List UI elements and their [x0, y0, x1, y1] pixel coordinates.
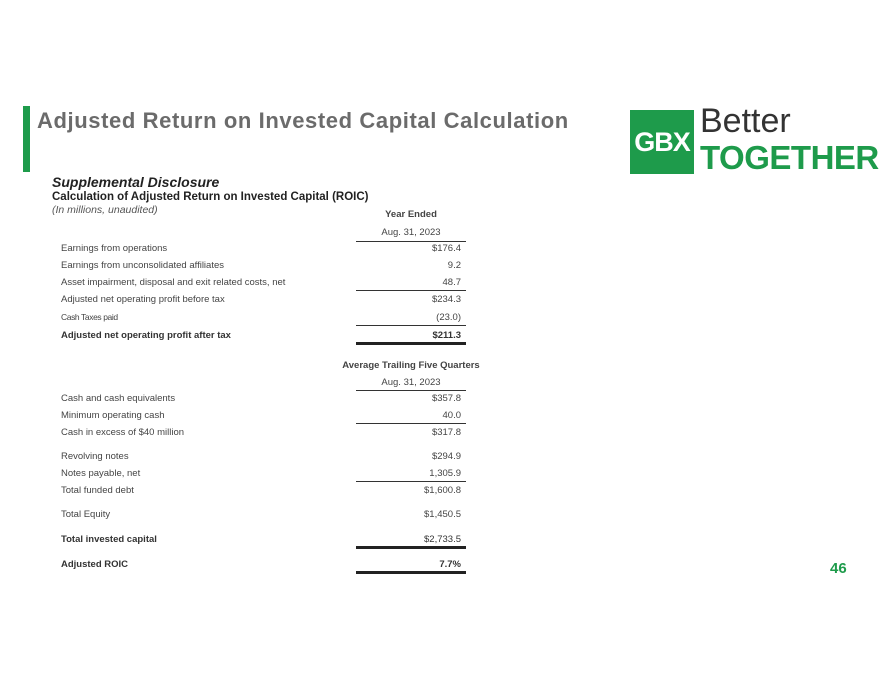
row-value: $294.9: [431, 451, 461, 462]
row-value: 9.2: [447, 260, 461, 271]
row-value: 7.7%: [439, 559, 461, 570]
table-row: [61, 485, 466, 499]
row-label: Total invested capital: [61, 534, 157, 545]
row-label: Total Equity: [61, 509, 111, 520]
section2-header-rule: [356, 390, 466, 391]
disclosure-note: (In millions, unaudited): [52, 204, 158, 216]
section2-date: Aug. 31, 2023: [381, 377, 441, 388]
table-row: [61, 468, 466, 482]
row-value: (23.0): [436, 312, 461, 323]
subtotal-rule: [356, 481, 466, 482]
page-title: Adjusted Return on Invested Capital Calculation: [37, 108, 569, 133]
row-label: Adjusted net operating profit after tax: [61, 330, 231, 341]
row-value: $2,733.5: [424, 534, 461, 545]
section1-date: Aug. 31, 2023: [381, 227, 441, 238]
table-row: [61, 277, 466, 291]
table-row: [61, 509, 466, 523]
table-row: [61, 294, 466, 308]
table-row: [61, 451, 466, 465]
section1-header: Year Ended: [385, 209, 437, 220]
row-label: Notes payable, net: [61, 468, 141, 479]
row-label: Cash and cash equivalents: [61, 393, 176, 404]
page-number: 46: [830, 560, 847, 577]
subtotal-rule: [356, 290, 466, 291]
title-accent-bar: [23, 106, 30, 172]
row-label: Minimum operating cash: [61, 410, 165, 421]
row-value: $317.8: [431, 427, 461, 438]
row-label: Total funded debt: [61, 485, 134, 496]
table-row: [61, 393, 466, 407]
row-label: Cash in excess of $40 million: [61, 427, 185, 438]
disclosure-heading: Supplemental Disclosure: [52, 174, 220, 190]
logo-line2: TOGETHER: [700, 139, 879, 176]
row-value: $211.3: [432, 330, 461, 341]
row-value: 48.7: [442, 277, 461, 288]
table-row: [61, 260, 466, 274]
row-label: Asset impairment, disposal and exit related costs, net: [61, 277, 286, 288]
row-label: Adjusted ROIC: [61, 559, 129, 570]
row-value: $357.8: [431, 393, 461, 404]
total-rule: [356, 571, 466, 574]
row-value: 1,305.9: [429, 468, 461, 479]
company-logo: [630, 102, 879, 176]
table-row: [61, 312, 466, 326]
table-row: [61, 243, 466, 257]
disclosure-subheading: Calculation of Adjusted Return on Invested Capital (ROIC): [52, 191, 369, 203]
row-label: Adjusted net operating profit before tax: [61, 294, 225, 305]
row-value: $1,600.8: [424, 485, 461, 496]
row-label: Revolving notes: [61, 451, 129, 462]
section2-header: Average Trailing Five Quarters: [342, 360, 480, 371]
section1-header-rule: [356, 241, 466, 242]
subtotal-rule: [356, 325, 466, 326]
row-value: $176.4: [431, 243, 461, 254]
total-rule: [356, 546, 466, 549]
row-value: $234.3: [431, 294, 461, 305]
subtotal-rule: [356, 423, 466, 424]
logo-mark: GBX: [630, 110, 694, 174]
table-row: [61, 427, 466, 441]
table-row: [61, 410, 466, 424]
row-label: Cash Taxes paid: [61, 312, 118, 322]
row-value: $1,450.5: [424, 509, 461, 520]
total-rule: [356, 342, 466, 345]
row-label: Earnings from operations: [61, 243, 168, 254]
row-label: Earnings from unconsolidated affiliates: [61, 260, 225, 271]
row-value: 40.0: [442, 410, 461, 421]
logo-line1: Better: [700, 102, 791, 140]
